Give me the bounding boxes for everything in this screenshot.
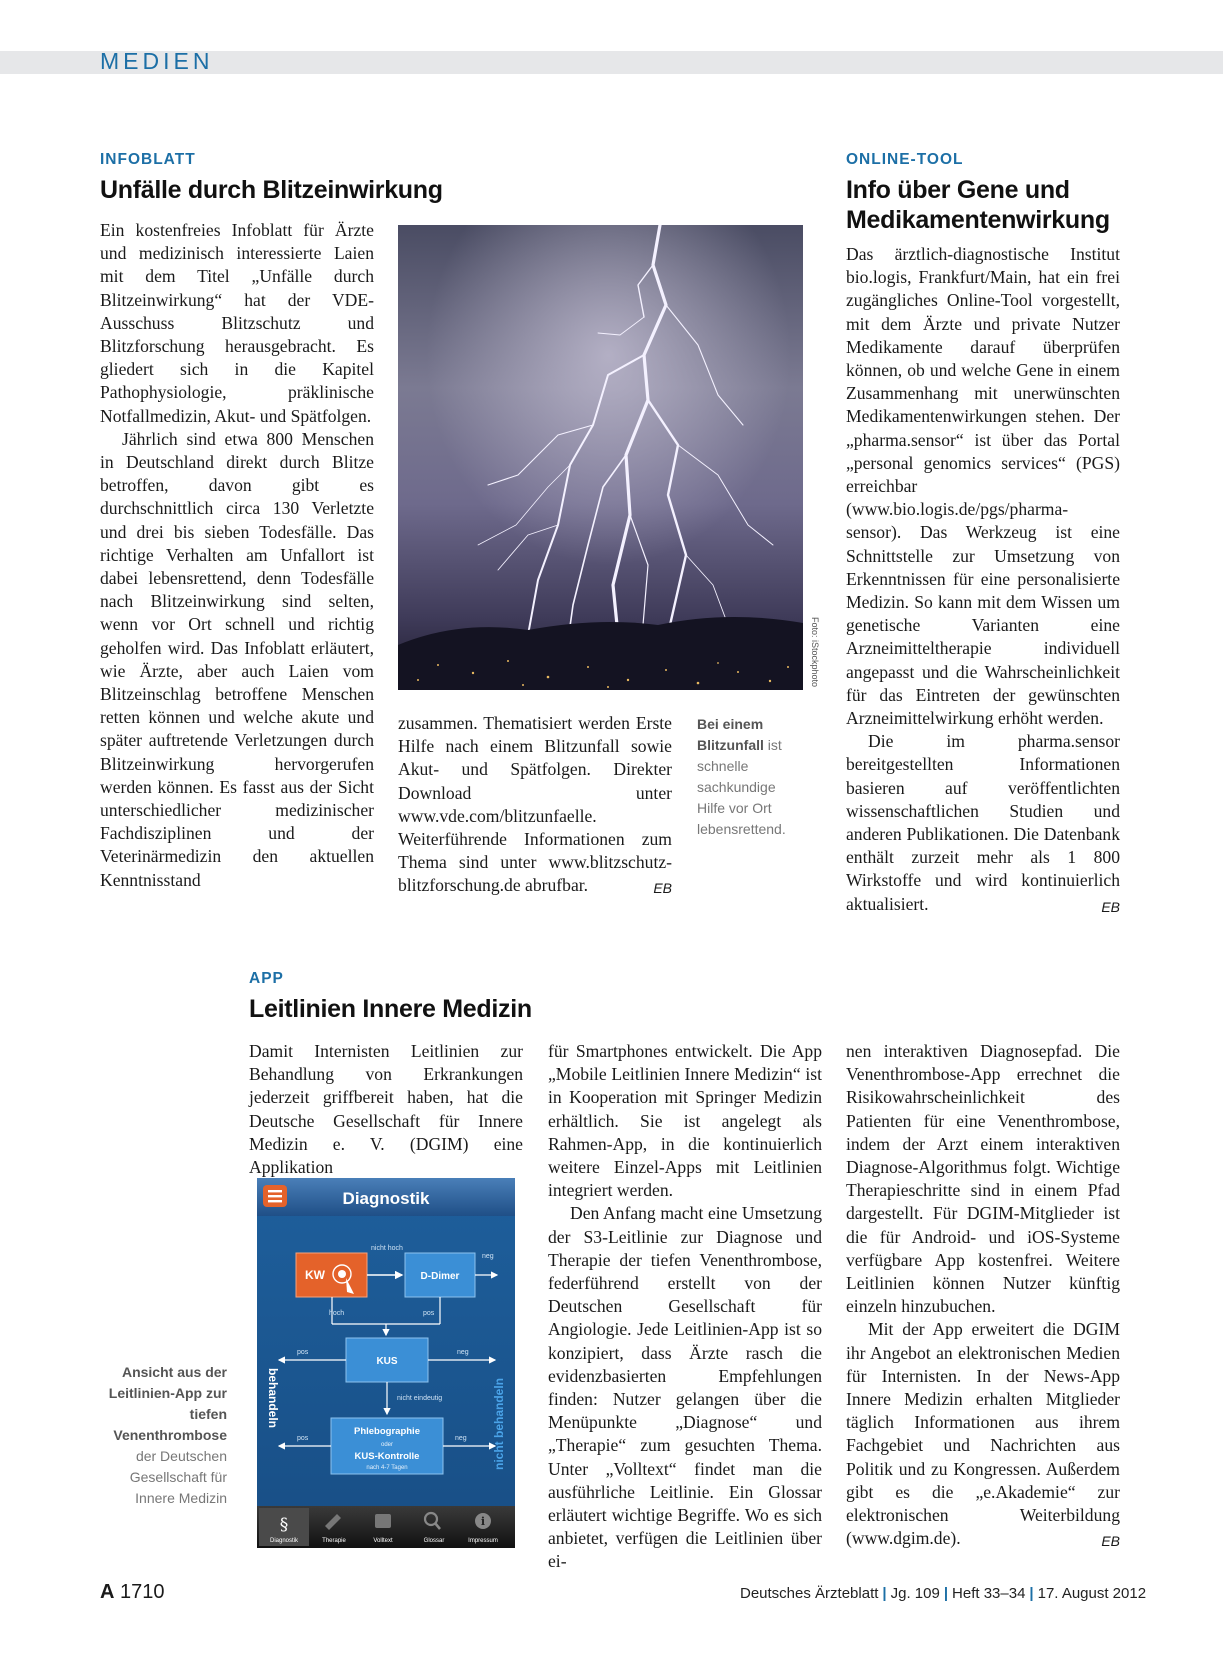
article2-signature: EB bbox=[1101, 898, 1120, 915]
article3-column-3 bbox=[846, 1040, 1120, 1553]
node-oder-label: oder bbox=[380, 1442, 394, 1448]
node-ddimer-label: D-Dimer bbox=[420, 1271, 460, 1282]
paragraph-icon: § bbox=[279, 1515, 289, 1535]
journal-volume: Jg. 109 bbox=[890, 1585, 940, 1602]
page-number bbox=[100, 1581, 165, 1604]
lightning-photo bbox=[398, 225, 803, 690]
article3-column-1 bbox=[249, 1040, 523, 1179]
menu-icon[interactable] bbox=[263, 1185, 287, 1207]
article2-text: Die im pharma.sensor bereitgestellten Informationen basieren auf veröffentlichten wissenschaftlichen Studien und anderen Publikationen. Die Datenbank enthält zurzeit mehr als 1 800 Wirkstoffe und wird kontinuierlich aktualisiert. bbox=[846, 731, 1120, 914]
node-tage-label: nach 4-7 Tagen bbox=[366, 1465, 408, 1471]
article2-paragraph: Das ärztlich-diagnostische Institut bio.logis, Frankfurt/Main, hat ein frei zugängliches Online-Tool vorgestellt, mit dem Ärzte und private Nutzer Medikamente darauf überprüfen können, ob und welche Gene in einem Zusammenhang mit unerwünschten Medikamentenwirkungen stehen. Der „pharma.sensor“ ist über das Portal „personal genomics services“ (PGS) erreichbar (www.bio.logis.de/pgs/pharma-sensor). Das Werkzeug ist eine Schnittstelle zur Umsetzung von Erkenntnissen für eine personalisierte Medizin. So kann mit dem Wissen um genetische Varianten eine Arzneimitteltherapie individuell angepasst und die Wahrscheinlichkeit für das Eintreten der gewünschten Arzneimittelwirkung erhöht werden. bbox=[846, 244, 1120, 729]
side-label-right: nicht behandeln bbox=[492, 1377, 506, 1470]
article3-caption bbox=[95, 1362, 227, 1509]
article1-signature: EB bbox=[653, 880, 672, 897]
article1-paragraph: Jährlich sind etwa 800 Menschen in Deutschland direkt durch Blitze betroffen, davon gibt es durchschnittlich circa 130 Verletzte und drei bis sieben Todesfälle. Das richtige Verhalten am Unfallort ist dabei lebensrettend, denn Todesfälle nach Blitzeinwirkung sind selten, wenn vor Ort schnell und richtig geholfen wird. Das Infoblatt erläutert, wie Ärzte, aber auch Laien vom Blitzeinschlag betroffene Menschen retten können und welche akute und später auftretende Verletzungen durch Blitzeinwirkung hervorgerufen werden können. Es fasst aus der Sicht unterschiedlicher medizinischer Fachdisziplinen und der Veterinärmedizin den aktuellen Kenntnisstand bbox=[100, 428, 374, 890]
article3-signature: EB bbox=[1101, 1533, 1120, 1550]
edge-label: hoch bbox=[329, 1310, 345, 1317]
node-kus-label: KUS bbox=[376, 1356, 398, 1367]
article3-text: Mit der App erweitert die DGIM ihr Angebot an elektronischen Medien für Internisten. In der News-App Innere Medizin erhalten Mitglieder täglich Informationen aus ihrem Fachgebiet und Nachrichten aus Politik und zu Kongressen. Außerdem gibt es die „e.Akademie“ zur elektronischen Weiterbildung (www.dgim.de). bbox=[846, 1319, 1120, 1549]
article1-paragraph bbox=[398, 712, 672, 898]
caption-bold: Bei einem Blitzunfall bbox=[697, 716, 764, 753]
journal-issue: Heft 33–34 bbox=[952, 1585, 1026, 1602]
journal-date: 17. August 2012 bbox=[1037, 1585, 1147, 1602]
article1-column-1 bbox=[100, 219, 374, 892]
article3-kicker: APP bbox=[249, 970, 284, 987]
article2-kicker: ONLINE-TOOL bbox=[846, 151, 964, 168]
page-number-value: 1710 bbox=[120, 1581, 165, 1603]
edge-label: neg bbox=[482, 1253, 494, 1260]
scroll-icon bbox=[375, 1514, 391, 1528]
article2-column bbox=[846, 243, 1120, 919]
node-phlebo-label: Phlebographie bbox=[354, 1426, 420, 1437]
caption-text: der Deutschen Gesellschaft für Innere Medizin bbox=[129, 1448, 227, 1506]
app-screenshot bbox=[257, 1178, 515, 1548]
article1-paragraph: Ein kostenfreies Infoblatt für Ärzte und medizinisch interessierte Laien mit dem Titel „Unfälle durch Blitzeinwirkung“ hat der VDE-Ausschuss Blitzschutz und Blitzforschung herausgebracht. Es gliedert sich in die Kapitel Pathophysiologie, präklinische Notfallmedizin, Akut- und Spätfolgen. bbox=[100, 220, 374, 426]
node-kuskontrolle-label: KUS-Kontrolle bbox=[354, 1451, 420, 1462]
page-prefix: A bbox=[100, 1581, 115, 1603]
edge-label: pos bbox=[297, 1349, 309, 1356]
node-kw-label: KW bbox=[305, 1268, 325, 1282]
tab-label[interactable]: Impressum bbox=[468, 1538, 498, 1544]
article1-kicker: INFOBLATT bbox=[100, 151, 196, 168]
article3-title: Leitlinien Innere Medizin bbox=[249, 995, 532, 1023]
journal-name: Deutsches Ärzteblatt bbox=[740, 1585, 879, 1602]
article2-title: Info über Gene und Medikamentenwirkung bbox=[846, 176, 1110, 234]
article3-paragraph: für Smartphones entwickelt. Die App „Mobile Leitlinien Innere Medizin“ ist in Kooperation mit Springer Medizin erhältlich. Sie ist angelegt als Rahmen-App, in die kontinuierlich weitere Einzel-Apps mit Leitlinien integriert werden. bbox=[548, 1041, 822, 1201]
app-title: Diagnostik bbox=[342, 1189, 430, 1208]
edge-label: nicht eindeutig bbox=[397, 1395, 443, 1402]
side-label-left: behandeln bbox=[266, 1368, 280, 1429]
photo-credit: Foto: iStockphoto bbox=[810, 617, 820, 688]
caption-text: ist schnelle sachkundige Hilfe vor Ort lebensrettend. bbox=[697, 737, 786, 837]
article3-column-2 bbox=[548, 1040, 822, 1574]
tab-label[interactable]: Therapie bbox=[322, 1538, 346, 1544]
article2-paragraph bbox=[846, 730, 1120, 916]
svg-text:i: i bbox=[480, 1515, 486, 1528]
journal-footer: Deutsches Ärzteblatt | Jg. 109 | Heft 33–34 | 17. August 2012 bbox=[740, 1585, 1147, 1602]
info-icon bbox=[475, 1513, 491, 1529]
edge-label: pos bbox=[423, 1310, 435, 1317]
article3-paragraph bbox=[846, 1318, 1120, 1550]
tab-label[interactable]: Glossar bbox=[423, 1538, 445, 1544]
caption-bold: Ansicht aus der Leitlinien-App zur tiefen Venenthrombose bbox=[108, 1364, 227, 1443]
tab-label[interactable]: Volltext bbox=[373, 1538, 393, 1544]
article3-paragraph: Damit Internisten Leitlinien zur Behandlung von Erkrankungen jederzeit griffbereit haben, hat die Deutsche Gesellschaft für Innere Medizin e. V. (DGIM) eine Applikation bbox=[249, 1041, 523, 1178]
lightning-image bbox=[398, 225, 803, 690]
edge-label: neg bbox=[455, 1435, 467, 1442]
article1-text: zusammen. Thematisiert werden Erste Hilfe nach einem Blitzunfall sowie Akut- und Spätfolgen. Direkter Download unter www.vde.com/blitzunfaelle. Weiterführende Informationen zum Thema sind unter www.blitzschutz-blitzforschung.de abrufbar. bbox=[398, 713, 672, 896]
edge-label: nicht hoch bbox=[371, 1245, 403, 1252]
tab-label[interactable]: Diagnostik bbox=[269, 1538, 299, 1544]
article1-column-2 bbox=[398, 712, 672, 901]
article1-caption bbox=[697, 714, 797, 840]
article1-title: Unfälle durch Blitzeinwirkung bbox=[100, 176, 443, 204]
edge-label: pos bbox=[297, 1435, 309, 1442]
article3-paragraph: nen interaktiven Diagnosepfad. Die Venenthrombose-App errechnet die Risikowahrscheinlichkeit des Patienten für eine Venenthrombose, indem der Arzt einem interaktiven Diagnose-Algorithmus folgt. Wichtige Therapieschritte sind in einem Pfad dargestellt. Für DGIM-Mitglieder ist die für Android- und iOS-Systeme verfügbare App kostenfrei. Weitere Leitlinien können Nutzer künftig einzeln hinzubuchen. bbox=[846, 1041, 1120, 1317]
article3-paragraph: Den Anfang macht eine Umsetzung der S3-Leitlinie zur Diagnose und Therapie der tiefen Venenthrombose, federführend erstellt von der Deutschen Gesellschaft für Angiologie. Jede Leitlinien-App ist so konzipiert, dass Ärzte rasch die evidenzbasierten Empfehlungen finden: Nutzer gelangen über die Menüpunkte „Diagnose“ und „Therapie“ zum gesuchten Thema. Unter „Volltext“ findet man die ausführliche Leitlinie. Ein Glossar erläutert wichtige Begriffe. Wo es sich anbietet, verfügen die Leitlinien über ei- bbox=[548, 1203, 822, 1572]
edge-label: neg bbox=[457, 1349, 469, 1356]
section-label: MEDIEN bbox=[100, 48, 214, 74]
